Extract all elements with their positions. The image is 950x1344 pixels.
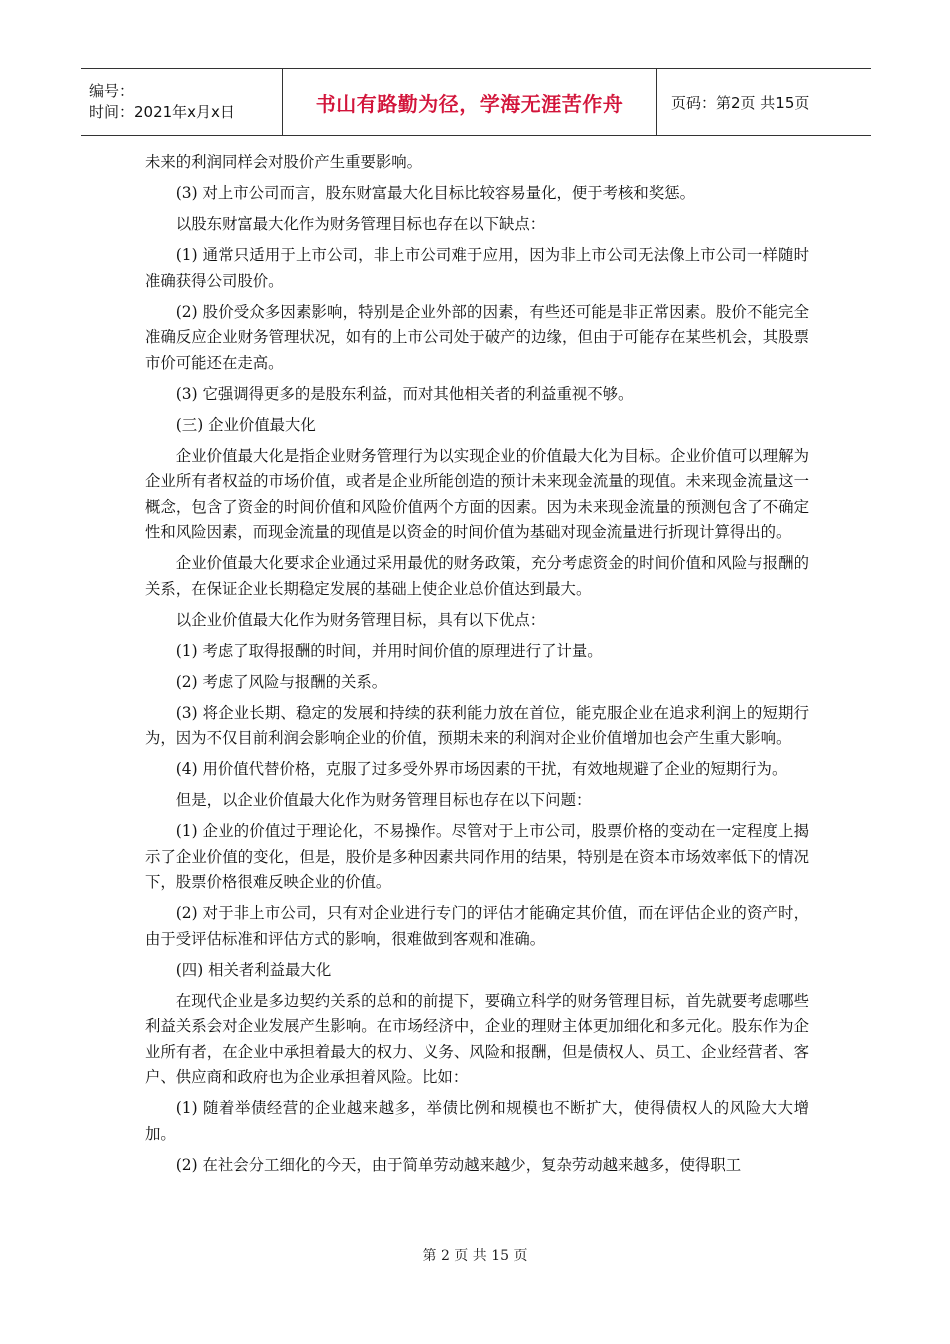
document-time-label: 时间：2021年x月x日 (89, 103, 235, 121)
paragraph: 以企业价值最大化作为财务管理目标，具有以下优点： (175, 610, 546, 629)
paragraph: (3) 将企业长期、稳定的发展和持续的获利能力放在首位，能克服企业在追求利润上的短期行为，因为不仅目前利润会影响企业的价值，预期未来的利润对企业价值增加也会产生重大影响。 (145, 703, 809, 747)
paragraph: (2) 股价受众多因素影响，特别是企业外部的因素，有些还可能是非正常因素。股价不能完全准确反应企业财务管理状况，如有的上市公司处于破产的边缘，但由于可能存在某些机会，其股票市价可能还在走高。 (145, 302, 809, 372)
document-body (145, 150, 809, 1184)
header-page-number: 页码：第2页 共15页 (671, 93, 810, 112)
paragraph: (1) 随着举债经营的企业越来越多，举债比例和规模也不断扩大，使得债权人的风险大大增加。 (145, 1099, 809, 1143)
paragraph: (4) 用价值代替价格，克服了过多受外界市场因素的干扰，有效地规避了企业的短期行为。 (175, 760, 788, 778)
header-motto: 书山有路勤为径，学海无涯苦作舟 (315, 91, 624, 116)
paragraph: 以股东财富最大化作为财务管理目标也存在以下缺点： (175, 215, 546, 233)
paragraph: 企业价值最大化要求企业通过采用最优的财务政策，充分考虑资金的时间价值和风险与报酬的关系，在保证企业长期稳定发展的基础上使企业总价值达到最大。 (145, 554, 809, 598)
paragraph: (2) 考虑了风险与报酬的关系。 (175, 672, 388, 691)
section-heading: (四) 相关者利益最大化 (175, 960, 332, 979)
page-header (81, 68, 871, 136)
paragraph: (1) 企业的价值过于理论化，不易操作。尽管对于上市公司，股票价格的变动在一定程度上揭示了企业价值的变化，但是，股价是多种因素共同作用的结果，特别是在资本市场效率低下的情况下，股票价格很难反映企业的价值。 (145, 822, 809, 891)
paragraph: (3) 它强调得更多的是股东利益，而对其他相关者的利益重视不够。 (175, 384, 634, 403)
paragraph: (3) 对上市公司而言，股东财富最大化目标比较容易量化，便于考核和奖惩。 (175, 184, 695, 202)
paragraph: 未来的利润同样会对股价产生重要影响。 (145, 153, 423, 171)
paragraph: 企业价值最大化是指企业财务管理行为以实现企业的价值最大化为目标。企业价值可以理解为企业所有者权益的市场价值，或者是企业所能创造的预计未来现金流量的现值。未来现金流量这一概念，包含了资金的时间价值和风险价值两个方面的因素。因为未来现金流量的预测包含了不确定性和风险因素，而现金流量的现值是以资金的时间价值为基础对现金流量进行折现计算得出的。 (145, 446, 809, 541)
paragraph: (1) 考虑了取得报酬的时间，并用时间价值的原理进行了计量。 (175, 641, 603, 660)
header-page-cell (657, 69, 871, 135)
page-footer: 第 2 页 共 15 页 (422, 1248, 528, 1264)
paragraph: 在现代企业是多边契约关系的总和的前提下，要确立科学的财务管理目标，首先就要考虑哪些利益关系会对企业发展产生影响。在市场经济中，企业的理财主体更加细化和多元化。股东作为企业所有者，在企业中承担着最大的权力、义务、风险和报酬，但是债权人、员工、企业经营者、客户、供应商和政府也为企业承担着风险。比如： (145, 991, 809, 1086)
header-meta (81, 69, 282, 135)
header-motto-cell (282, 69, 657, 135)
paragraph: (1) 通常只适用于上市公司，非上市公司难于应用，因为非上市公司无法像上市公司一样随时准确获得公司股价。 (145, 246, 809, 290)
section-heading: (三) 企业价值最大化 (175, 415, 316, 434)
paragraph: (2) 对于非上市公司，只有对企业进行专门的评估才能确定其价值，而在评估企业的资产时，由于受评估标准和评估方式的影响，很难做到客观和准确。 (145, 904, 809, 948)
paragraph: (2) 在社会分工细化的今天，由于简单劳动越来越少，复杂劳动越来越多，使得职工 (175, 1155, 742, 1174)
paragraph: 但是，以企业价值最大化作为财务管理目标也存在以下问题： (175, 791, 592, 809)
document-number-label: 编号： (89, 82, 135, 100)
